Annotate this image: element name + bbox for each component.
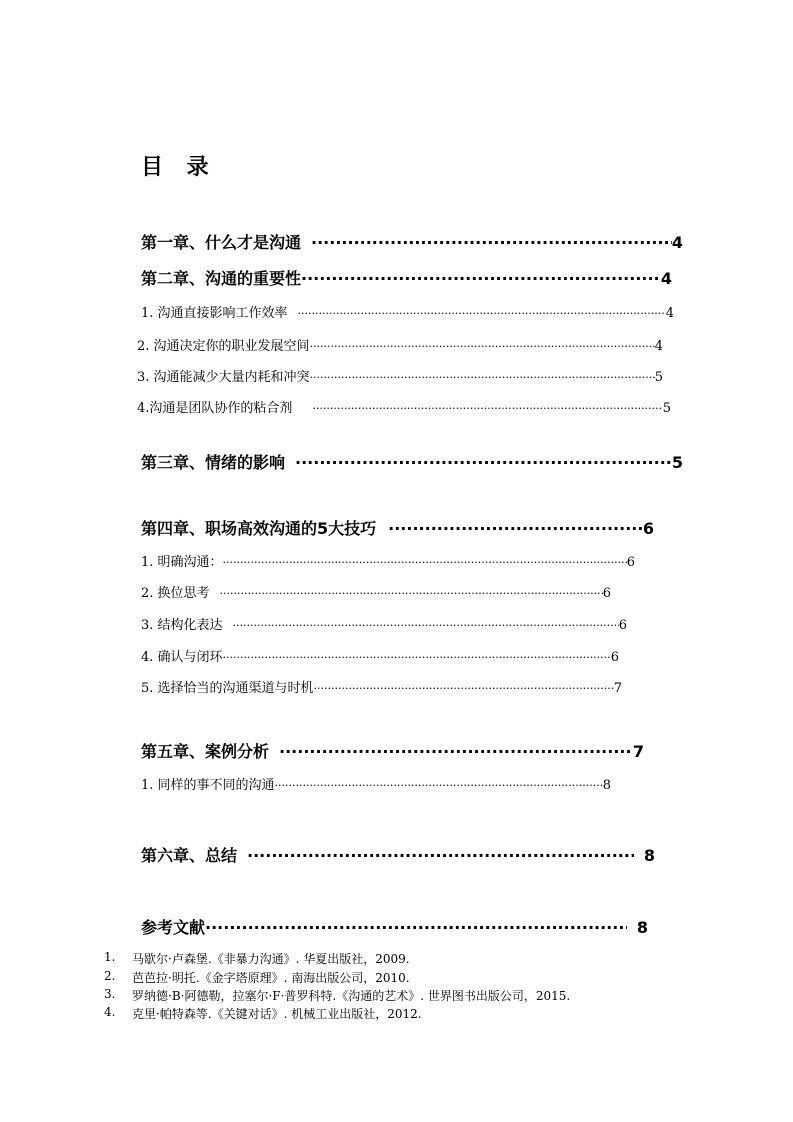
toc-leader xyxy=(311,233,672,252)
reference-number: 4. xyxy=(104,1005,116,1019)
reference-item-1 xyxy=(104,950,410,967)
toc-entry-label: 3. 沟通能减少大量内耗和冲突 xyxy=(137,370,310,385)
toc-section-2-2 xyxy=(137,335,663,353)
toc-section-2-1 xyxy=(141,302,674,320)
toc-page-number: 5 xyxy=(662,401,671,416)
toc-leader xyxy=(220,587,603,600)
toc-entry-label: 3. 结构化表达 xyxy=(141,618,223,633)
toc-leader xyxy=(295,453,672,472)
toc-entry-label: 参考文献 xyxy=(141,918,206,937)
toc-page-number: 4 xyxy=(660,269,672,288)
toc-leader xyxy=(233,619,619,632)
reference-item-3 xyxy=(104,987,570,1004)
toc-page-number: 6 xyxy=(618,618,627,633)
toc-entry-label: 第一章、什么才是沟通 xyxy=(141,233,302,252)
toc-leader xyxy=(312,402,662,415)
toc-page-number: 8 xyxy=(636,918,648,937)
toc-entry-label: 1. 明确沟通： xyxy=(141,555,223,570)
toc-entry-label: 第二章、沟通的重要性 xyxy=(141,269,302,288)
toc-section-5-1 xyxy=(141,774,611,792)
toc-page-number: 8 xyxy=(602,778,611,793)
toc-page-number: 7 xyxy=(632,742,644,761)
toc-leader xyxy=(275,779,603,792)
reference-item-4 xyxy=(104,1005,422,1022)
toc-section-2-4 xyxy=(137,397,671,415)
toc-leader xyxy=(247,846,634,865)
reference-text: 芭芭拉·明托.《金字塔原理》. 南海出版公司，2010. xyxy=(132,971,410,985)
reference-item-2 xyxy=(104,969,410,986)
toc-section-4-2 xyxy=(141,582,611,600)
toc-leader xyxy=(314,682,614,695)
toc-leader xyxy=(223,651,611,664)
toc-page-number: 6 xyxy=(602,586,611,601)
toc-leader xyxy=(223,556,627,569)
toc-chapter-1 xyxy=(141,230,683,252)
toc-entry-label: 4. 确认与闭环 xyxy=(141,650,223,665)
toc-leader xyxy=(310,340,655,353)
toc-page-number: 6 xyxy=(610,650,619,665)
toc-entry-label: 第四章、职场高效沟通的5大技巧 xyxy=(141,519,377,538)
toc-references xyxy=(141,915,648,937)
toc-chapter-4 xyxy=(141,516,654,538)
toc-page-number: 4 xyxy=(665,306,674,321)
toc-page-number: 4 xyxy=(671,233,683,252)
reference-number: 3. xyxy=(104,987,116,1001)
toc-entry-label: 第五章、案例分析 xyxy=(141,742,270,761)
toc-page-number: 6 xyxy=(642,519,654,538)
toc-entry-label: 2. 沟通决定你的职业发展空间 xyxy=(137,339,310,354)
toc-page-number: 8 xyxy=(643,846,655,865)
toc-section-4-1 xyxy=(141,551,635,569)
page-title: 目 录 xyxy=(141,155,217,180)
toc-leader xyxy=(205,918,627,937)
toc-chapter-3 xyxy=(141,450,683,472)
reference-text: 克里·帕特森等.《关键对话》. 机械工业出版社，2012. xyxy=(132,1007,422,1021)
toc-chapter-2 xyxy=(141,266,672,288)
toc-section-4-4 xyxy=(141,646,619,664)
toc-section-4-5 xyxy=(141,677,622,695)
toc-leader xyxy=(310,371,655,384)
toc-entry-label: 1. 同样的事不同的沟通 xyxy=(141,778,275,793)
reference-text: 马歇尔·卢森堡.《非暴力沟通》. 华夏出版社，2009. xyxy=(132,952,410,966)
toc-section-2-3 xyxy=(137,366,663,384)
toc-chapter-5 xyxy=(141,739,644,761)
toc-page-number: 7 xyxy=(613,681,622,696)
toc-leader xyxy=(279,742,633,761)
reference-number: 1. xyxy=(104,950,116,964)
toc-page-number: 5 xyxy=(654,370,663,385)
toc-section-4-3 xyxy=(141,614,627,632)
toc-page-number: 5 xyxy=(671,453,683,472)
toc-entry-label: 4.沟通是团队协作的粘合剂 xyxy=(137,401,293,416)
toc-entry-label: 第三章、情绪的影响 xyxy=(141,453,286,472)
toc-leader xyxy=(388,519,643,538)
toc-entry-label: 第六章、总结 xyxy=(141,846,238,865)
toc-entry-label: 2. 换位思考 xyxy=(141,586,210,601)
toc-entry-label: 5. 选择恰当的沟通渠道与时机 xyxy=(141,681,314,696)
toc-page-number: 4 xyxy=(654,339,663,354)
reference-number: 2. xyxy=(104,969,116,983)
toc-chapter-6 xyxy=(141,843,655,865)
toc-leader xyxy=(298,307,666,320)
toc-page-number: 6 xyxy=(626,555,635,570)
reference-text: 罗纳德·B·阿德勒，拉塞尔·F·普罗科特.《沟通的艺术》. 世界图书出版公司，2015. xyxy=(132,989,571,1003)
toc-entry-label: 1. 沟通直接影响工作效率 xyxy=(141,306,288,321)
toc-leader xyxy=(301,269,661,288)
